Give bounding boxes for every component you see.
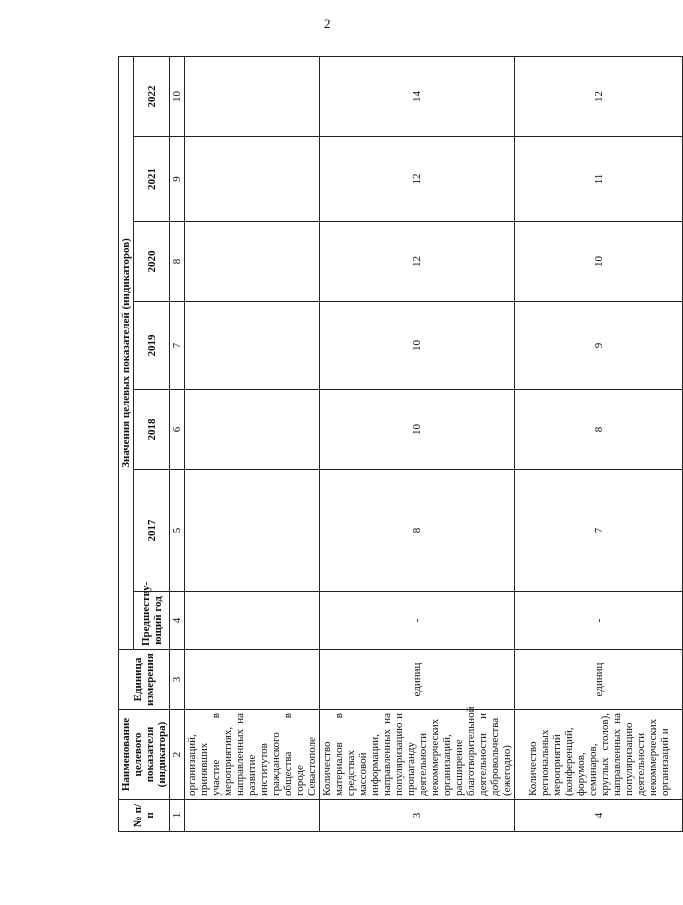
row-value: 7	[515, 470, 683, 592]
column-number: 9	[170, 137, 185, 222]
row-name: организаций, принявших участие в мероприятиях, направленных на развитие институтов гражданского общества в городе Севастополе	[185, 710, 320, 800]
row-num	[185, 800, 320, 832]
row-name: Количество региональных мероприятий (конференций, форумов, семинаров, круглых столов), направленных на популяризацию деятельности некоммерческих организаций и	[515, 710, 683, 800]
column-number: 3	[170, 650, 185, 710]
row-value	[185, 470, 320, 592]
row-value	[185, 222, 320, 302]
row-value: 10	[320, 302, 515, 390]
row-value: 12	[515, 56, 683, 136]
indicators-table	[118, 56, 683, 832]
row-value	[185, 390, 320, 470]
header-year: 2022	[134, 56, 170, 136]
column-number: 7	[170, 302, 185, 390]
header-year: 2021	[134, 137, 170, 222]
table-row	[185, 56, 320, 831]
row-num: 3	[320, 800, 515, 832]
row-value: 12	[320, 222, 515, 302]
column-number: 1	[170, 800, 185, 832]
row-value: 9	[515, 302, 683, 390]
row-prev	[185, 592, 320, 650]
table-row	[515, 56, 683, 831]
column-numbers-row	[170, 56, 185, 831]
row-prev: -	[515, 592, 683, 650]
row-num: 4	[515, 800, 683, 832]
header-year: 2018	[134, 390, 170, 470]
header-name: Наименование целевого показателя (индикатора)	[119, 710, 170, 800]
page-number: 2	[324, 16, 331, 31]
column-number: 4	[170, 592, 185, 650]
row-value: 14	[320, 56, 515, 136]
row-unit: единиц	[320, 650, 515, 710]
header-values-group: Значения целевых показателей (индикаторов)	[119, 56, 134, 649]
row-value: 10	[515, 222, 683, 302]
row-prev: -	[320, 592, 515, 650]
header-unit: Единица измерения	[119, 650, 170, 710]
row-value: 8	[515, 390, 683, 470]
row-value: 11	[515, 137, 683, 222]
column-number: 2	[170, 710, 185, 800]
row-value	[185, 302, 320, 390]
column-number: 8	[170, 222, 185, 302]
column-number: 6	[170, 390, 185, 470]
row-value: 12	[320, 137, 515, 222]
row-value	[185, 137, 320, 222]
header-year: 2017	[134, 470, 170, 592]
header-row-top	[119, 56, 134, 831]
header-num: № п/п	[119, 800, 170, 832]
row-unit	[185, 650, 320, 710]
row-value: 10	[320, 390, 515, 470]
header-prev-year: Предшеству-ющий год	[134, 592, 170, 650]
row-value: 8	[320, 470, 515, 592]
header-year: 2020	[134, 222, 170, 302]
header-year: 2019	[134, 302, 170, 390]
table-row	[320, 56, 515, 831]
row-value	[185, 56, 320, 136]
rotated-table-container	[118, 57, 671, 832]
row-name: Количество материалов в средствах массовой информации, направленных на популяризацию и пропаганду деятельности некоммерческих организаций, расширение благотворительной деятельности и добровольчества (ежегодно)	[320, 710, 515, 800]
row-unit: единиц	[515, 650, 683, 710]
column-number: 10	[170, 56, 185, 136]
column-number: 5	[170, 470, 185, 592]
